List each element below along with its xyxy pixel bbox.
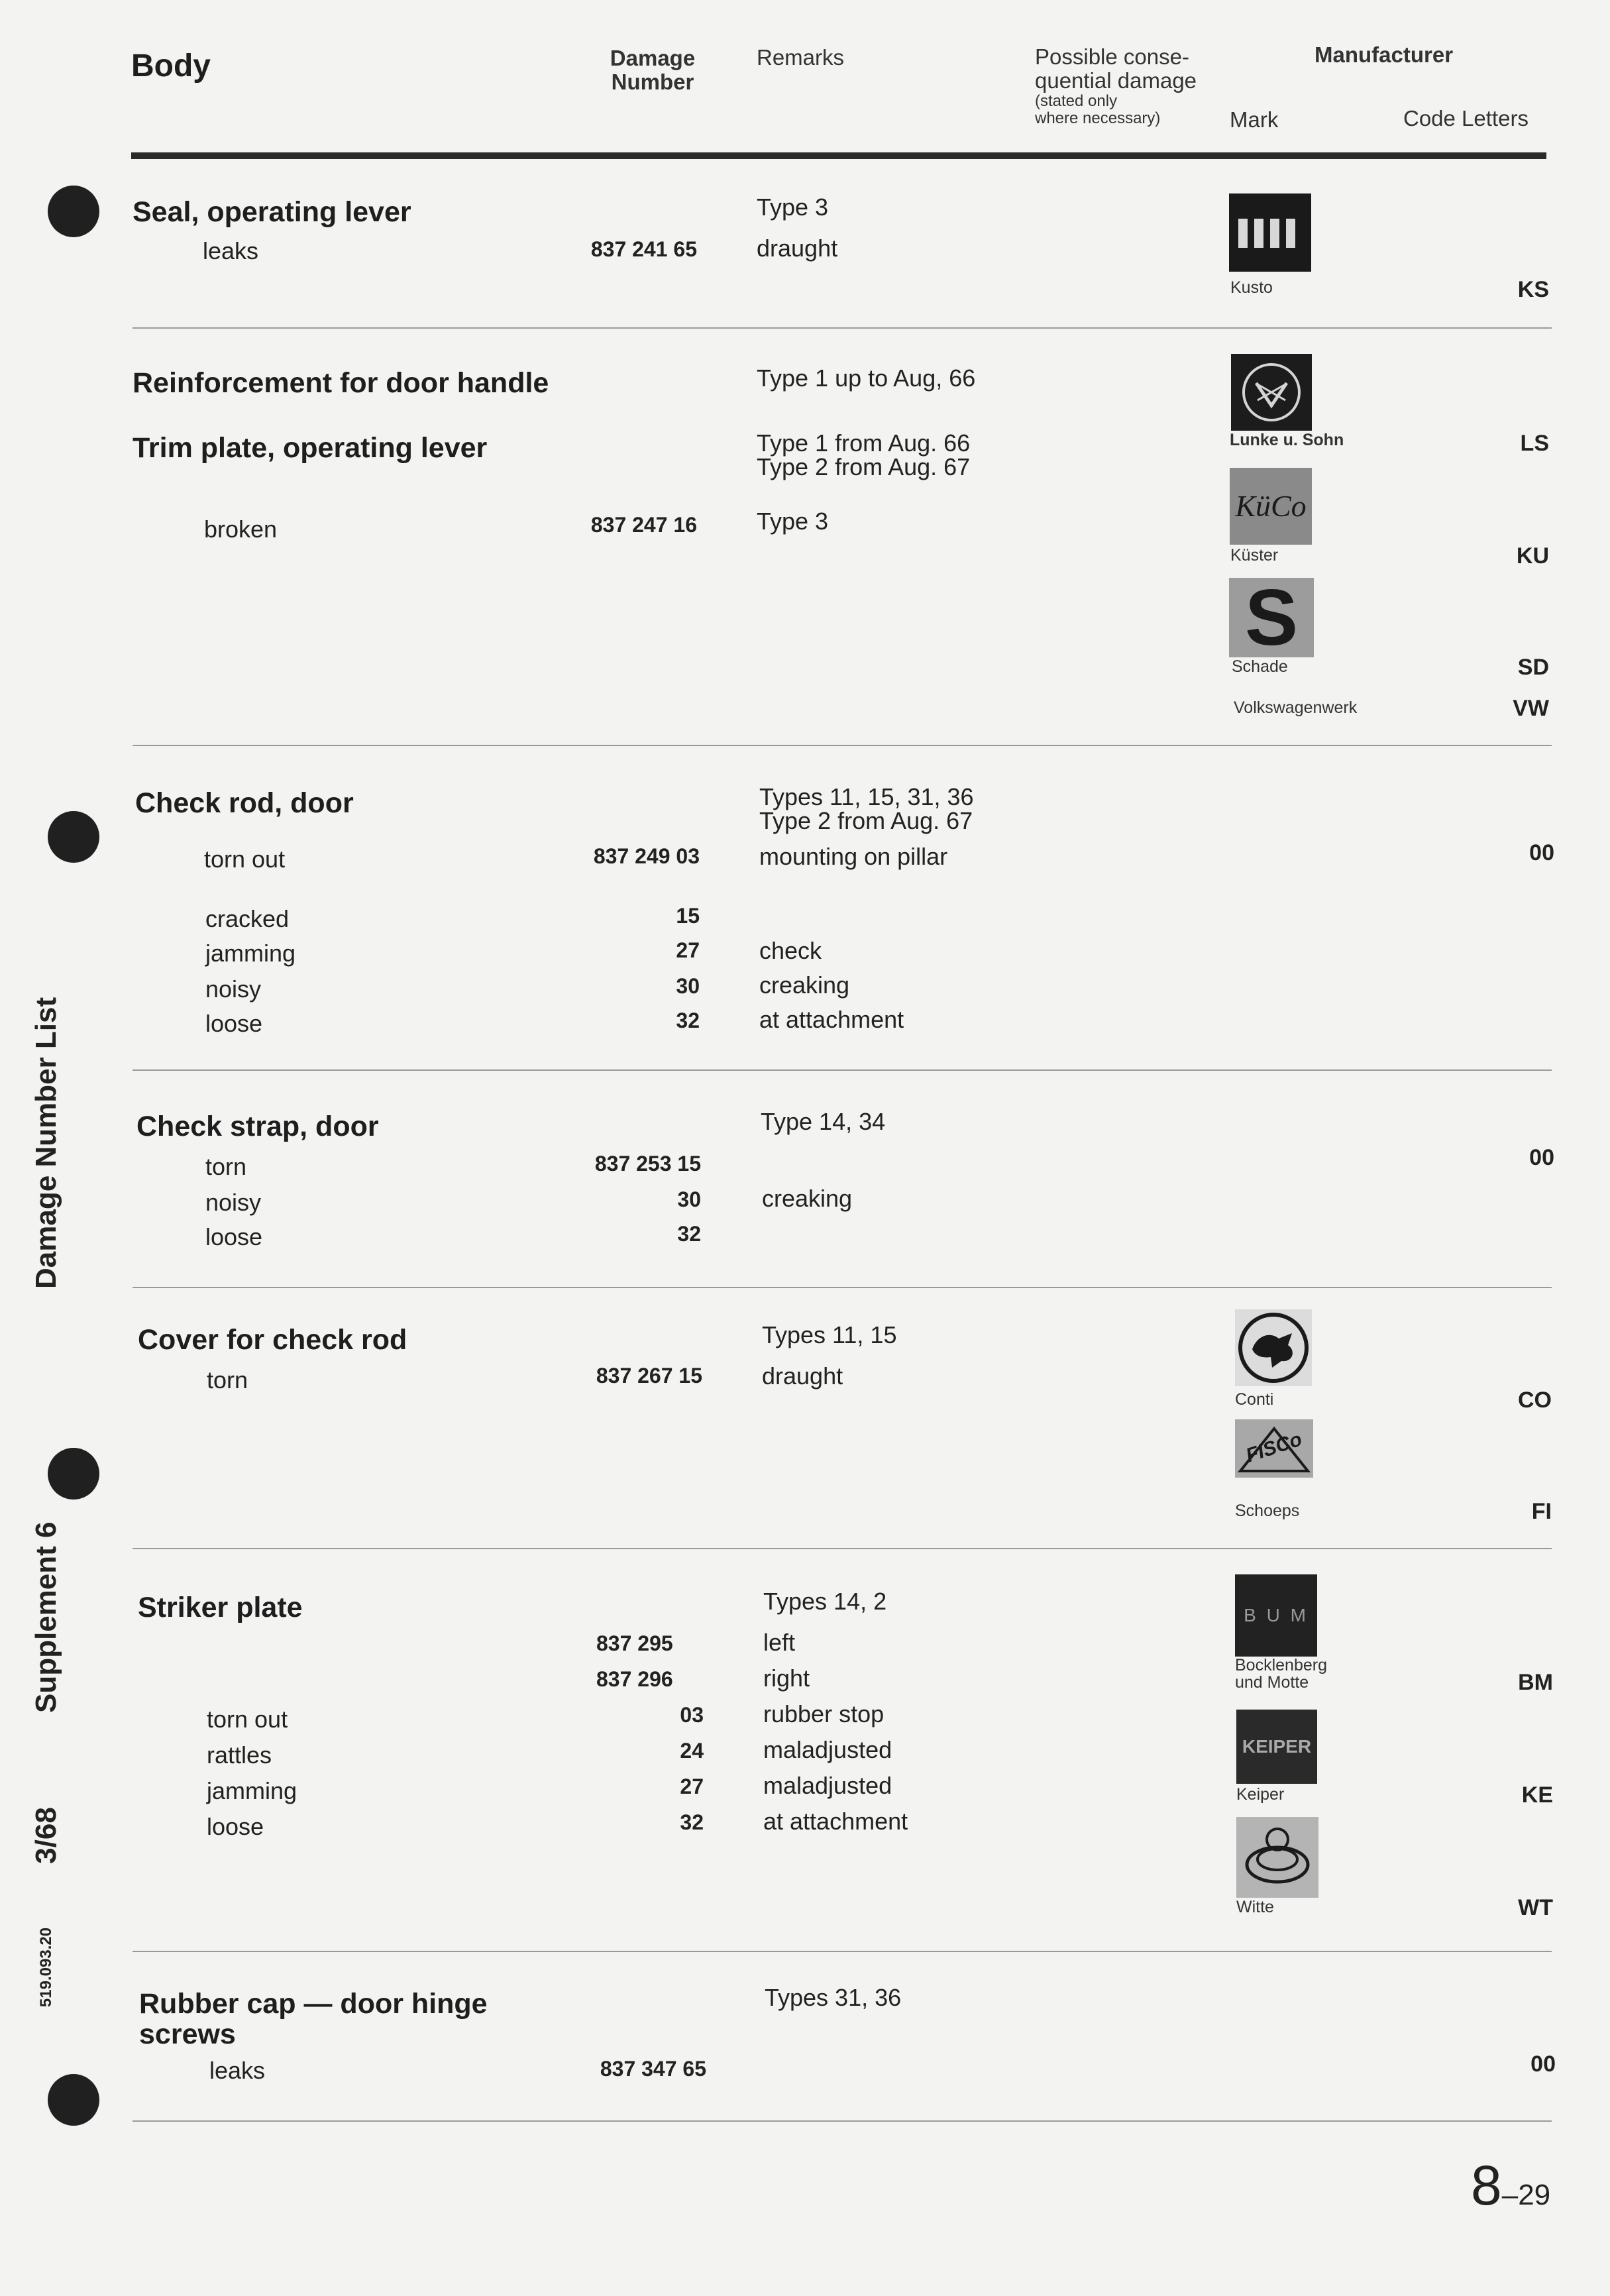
s2-m2-caption: Küster — [1230, 546, 1279, 565]
page-number — [1471, 2154, 1550, 2218]
s4-title: Check strap, door — [136, 1111, 379, 1142]
s1-remark2: draught — [757, 235, 838, 262]
s1-item: leaks — [203, 237, 259, 264]
s6-m3-code: WT — [1518, 1895, 1553, 1920]
s6-row-remark: rubber stop — [763, 1700, 885, 1727]
header-manufacturer: Manufacturer — [1315, 42, 1454, 67]
s1-logo-caption: Kusto — [1230, 278, 1273, 297]
header-body: Body — [131, 48, 211, 83]
lunke-logo — [1231, 354, 1312, 431]
header-consequential — [1035, 45, 1197, 127]
binder-hole — [48, 2074, 99, 2126]
s1-title: Seal, operating lever — [133, 196, 411, 228]
s5-m2-code: FI — [1531, 1499, 1552, 1524]
s6-num-right: 837 296 — [596, 1667, 673, 1691]
s6-rem-left: left — [763, 1629, 796, 1656]
divider — [133, 1548, 1552, 1549]
s6-row-item: torn out — [207, 1706, 288, 1733]
s6-m2-code: KE — [1521, 1782, 1553, 1808]
s2-m4-caption: Volkswagenwerk — [1234, 698, 1358, 717]
s3-title: Check rod, door — [135, 787, 354, 819]
s3-code: 00 — [1529, 840, 1554, 865]
s4-row-number: 837 253 15 — [594, 1152, 701, 1175]
s3-row-remark: check — [759, 937, 822, 964]
s4-row-remark: creaking — [762, 1185, 853, 1212]
s2-m1-caption: Lunke u. Sohn — [1230, 431, 1344, 449]
s6-row-item: jamming — [207, 1777, 297, 1804]
s5-remark2: draught — [762, 1362, 843, 1390]
s3-row-number: 837 249 03 — [593, 844, 700, 868]
s5-m1-caption: Conti — [1235, 1390, 1274, 1409]
s7-title2: screws — [139, 2018, 236, 2050]
s3-remark2: Type 2 from Aug. 67 — [759, 807, 973, 834]
s7-title1: Rubber cap — door hinge — [139, 1988, 488, 2020]
s3-row-number: 32 — [676, 1009, 700, 1032]
s2-number: 837 247 16 — [590, 513, 697, 537]
side-label-ref: 519.093.20 — [37, 1927, 55, 2008]
s2-m3-code: SD — [1517, 655, 1549, 680]
s6-remark1: Types 14, 2 — [763, 1588, 887, 1615]
side-label-supplement: Supplement 6 — [30, 1521, 62, 1713]
s7-number: 837 347 65 — [600, 2057, 706, 2081]
s4-row-item: loose — [205, 1223, 263, 1250]
schade-logo-text: S — [1244, 573, 1299, 662]
s5-number: 837 267 15 — [596, 1364, 702, 1388]
s3-row-number: 27 — [676, 938, 700, 962]
s7-remark1: Types 31, 36 — [765, 1984, 902, 2011]
s1-number: 837 241 65 — [590, 237, 697, 261]
s3-row-item: loose — [205, 1010, 263, 1037]
s5-m2-caption: Schoeps — [1235, 1502, 1300, 1520]
s3-row-remark: creaking — [759, 971, 850, 999]
s6-row-remark: maladjusted — [763, 1736, 892, 1763]
page-number-sub: –29 — [1501, 2179, 1551, 2211]
s2-m2-code: KU — [1516, 543, 1549, 569]
page-number-main: 8 — [1471, 2154, 1502, 2216]
s2-item: broken — [204, 516, 278, 543]
s3-row-number: 15 — [676, 904, 700, 928]
s2-remark3: Type 2 from Aug. 67 — [757, 453, 971, 480]
header-consequential-note2: where necessary) — [1035, 109, 1161, 127]
s6-m3-caption: Witte — [1236, 1898, 1274, 1916]
s6-row-number: 27 — [680, 1775, 704, 1798]
header-consequential-line1: Possible conse- — [1035, 44, 1189, 69]
side-label-date: 3/68 — [30, 1807, 62, 1864]
s2-remark1: Type 1 up to Aug, 66 — [757, 364, 976, 392]
kuco-logo — [1230, 468, 1312, 545]
schoeps-logo-text: FISCo — [1243, 1428, 1305, 1467]
s3-row-item: noisy — [205, 975, 262, 1003]
s5-m1-code: CO — [1518, 1388, 1552, 1413]
s4-row-number: 32 — [677, 1222, 701, 1246]
s4-remark1: Type 14, 34 — [761, 1108, 886, 1135]
divider — [133, 2120, 1552, 2122]
keiper-logo — [1236, 1710, 1317, 1784]
header-consequential-note1: (stated only — [1035, 92, 1118, 110]
s3-row-item: cracked — [205, 905, 290, 932]
schade-logo — [1229, 573, 1314, 662]
kuco-logo-text: KüCo — [1235, 489, 1307, 523]
header-damage-number-line2: Number — [611, 70, 694, 94]
binder-hole — [48, 1448, 99, 1500]
s4-row-item: torn — [205, 1153, 247, 1180]
s4-code: 00 — [1529, 1145, 1554, 1170]
s6-row-remark: maladjusted — [763, 1772, 892, 1799]
s4-row-item: noisy — [205, 1189, 262, 1216]
s5-title: Cover for check rod — [138, 1324, 407, 1356]
s3-remark1: Types 11, 15, 31, 36 — [759, 783, 974, 810]
s2-title1: Reinforcement for door handle — [133, 367, 549, 399]
s6-row-item: rattles — [207, 1741, 272, 1769]
s6-row-number: 32 — [680, 1810, 704, 1834]
s7-code: 00 — [1530, 2051, 1556, 2077]
s3-row-remark: mounting on pillar — [759, 843, 948, 870]
s6-row-remark: at attachment — [763, 1808, 908, 1835]
divider — [133, 1287, 1552, 1288]
s6-m2-caption: Keiper — [1236, 1785, 1285, 1804]
header-consequential-line2: quential damage — [1035, 68, 1197, 93]
s6-rem-right: right — [763, 1665, 810, 1692]
s2-remark2: Type 1 from Aug. 66 — [757, 429, 971, 457]
s6-m1-caption1: Bocklenberg — [1235, 1656, 1327, 1674]
s6-m1-caption2: und Motte — [1235, 1673, 1309, 1692]
s6-row-item: loose — [207, 1813, 264, 1840]
s3-row-number: 30 — [676, 974, 700, 998]
s7-item: leaks — [209, 2057, 266, 2084]
s6-title: Striker plate — [138, 1592, 303, 1623]
s6-row-number: 03 — [680, 1703, 704, 1727]
s6-row-number: 24 — [680, 1739, 704, 1763]
bum-logo — [1235, 1574, 1317, 1657]
binder-hole — [48, 811, 99, 863]
s6-num-left: 837 295 — [596, 1631, 673, 1655]
divider — [133, 745, 1552, 746]
s4-row-number: 30 — [677, 1187, 701, 1211]
divider — [133, 1951, 1552, 1952]
s3-row-item: torn out — [204, 846, 286, 873]
header-mark: Mark — [1230, 107, 1279, 132]
s2-remark4: Type 3 — [757, 508, 829, 535]
header-rule — [131, 152, 1546, 159]
s3-row-remark: at attachment — [759, 1006, 904, 1033]
s2-m4-code: VW — [1513, 696, 1549, 721]
s1-code: KS — [1517, 277, 1549, 302]
bum-logo-text: B U M — [1244, 1605, 1309, 1625]
binder-hole — [48, 186, 99, 237]
divider — [133, 327, 1552, 329]
s2-m1-code: LS — [1520, 431, 1549, 456]
header-remarks: Remarks — [757, 45, 845, 70]
kusto-logo — [1229, 193, 1311, 272]
keiper-logo-text: KEIPER — [1242, 1736, 1312, 1757]
witte-logo — [1236, 1817, 1318, 1898]
s6-m1-code: BM — [1518, 1670, 1553, 1695]
s5-remark1: Types 11, 15 — [762, 1321, 897, 1348]
header-damage-number — [583, 46, 722, 94]
s3-row-item: jamming — [205, 940, 296, 967]
header-code-letters: Code Letters — [1403, 106, 1529, 131]
s1-remark1: Type 3 — [757, 193, 829, 221]
conti-logo — [1235, 1309, 1312, 1386]
s2-m3-caption: Schade — [1232, 657, 1288, 676]
divider — [133, 1069, 1552, 1071]
s5-item: torn — [207, 1366, 248, 1394]
schoeps-logo — [1235, 1419, 1313, 1478]
header-damage-number-line1: Damage — [610, 46, 696, 70]
side-label-list: Damage Number List — [30, 997, 62, 1289]
s2-title2: Trim plate, operating lever — [133, 432, 488, 464]
